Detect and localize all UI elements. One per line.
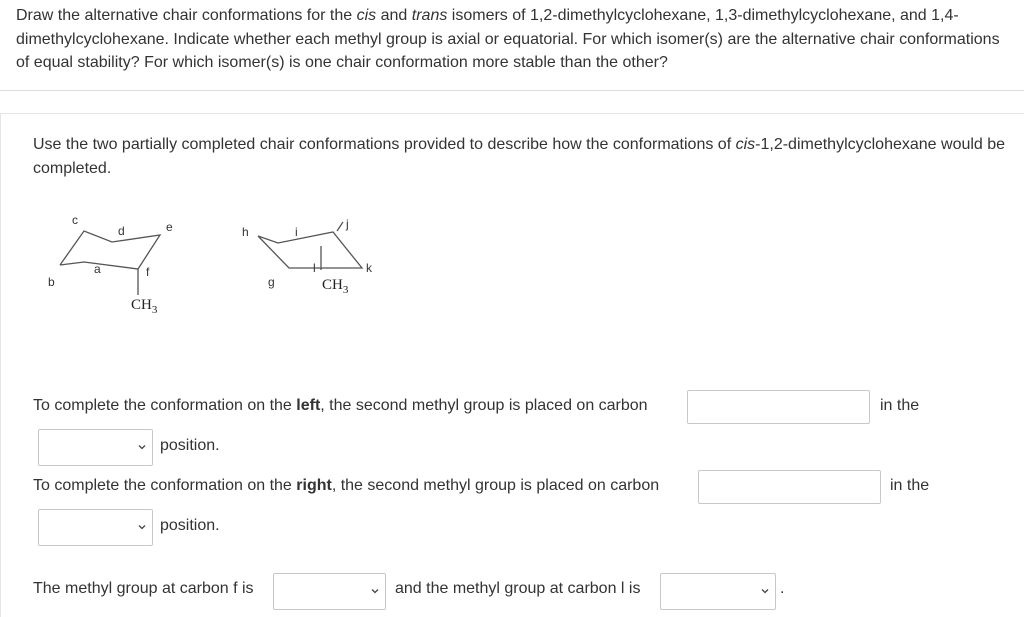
- q2-carbon-input[interactable]: [698, 470, 881, 504]
- right-ch3-label: $CH_3$: [322, 277, 349, 296]
- q1-bold: left: [296, 397, 321, 414]
- q2-suffix: , the second methyl group is placed on carbon: [331, 477, 660, 494]
- right-label-g: g: [268, 275, 275, 289]
- question-cis: cis: [356, 7, 377, 24]
- q1-carbon-input[interactable]: [687, 390, 870, 424]
- q3-prefix: The methyl group at carbon f is: [33, 580, 254, 597]
- q2-position-select[interactable]: [38, 509, 153, 546]
- chevron-down-icon: [371, 587, 379, 595]
- right-label-i: i: [295, 225, 298, 239]
- left-ch3-label: $CH_3$: [131, 297, 158, 316]
- left-label-f: f: [146, 265, 150, 279]
- right-chair-bond-j: [337, 222, 343, 231]
- instruction-cis: cis: [735, 136, 756, 153]
- q1-sentence: [33, 397, 648, 415]
- question-part1: Draw the alternative chair conformations for the: [16, 7, 357, 24]
- instruction-part2: -1,2-dimethylcyclohexane would be completed.: [33, 136, 1006, 177]
- right-label-l: l: [313, 261, 316, 275]
- question-trans: trans: [411, 7, 448, 24]
- right-label-h: h: [242, 225, 249, 239]
- q2-prefix: To complete the conformation on the: [33, 477, 297, 494]
- q3-end-period: .: [780, 580, 785, 597]
- left-label-c: c: [72, 213, 78, 227]
- q2-position-label: position.: [160, 517, 220, 534]
- right-label-k: k: [366, 261, 372, 275]
- q1-in-the: in the: [880, 397, 920, 414]
- chevron-down-icon: [138, 443, 146, 451]
- q2-sentence: [33, 477, 659, 495]
- right-chair-ring: [258, 232, 362, 268]
- q3-carbon-f-select[interactable]: [273, 573, 386, 610]
- q3-middle: and the methyl group at carbon l is: [395, 580, 641, 597]
- left-chair: [48, 213, 173, 316]
- instruction-part1: Use the two partially completed chair conformations provided to describe how the conformations of: [33, 136, 736, 153]
- q1-suffix: , the second methyl group is placed on carbon: [320, 397, 648, 414]
- left-label-d: d: [118, 224, 125, 238]
- q1-prefix: To complete the conformation on the: [33, 397, 297, 414]
- chevron-down-icon: [761, 587, 769, 595]
- question-part2: and: [376, 7, 412, 24]
- q1-position-select[interactable]: [38, 429, 153, 466]
- q3-carbon-l-select[interactable]: [660, 573, 776, 610]
- q2-bold: right: [296, 477, 332, 494]
- left-label-e: e: [166, 220, 173, 234]
- question-part3: isomers of 1,2-dimethylcyclohexane, 1,3-dimethylcyclohexane, and 1,4-dimethylcyclohexane. Indicate whether each methyl group is axial or equatorial. For which isomer(s) are the alternative chair conformations of equal stability? For which isomer(s) is one chair conformation more stable than the other?: [16, 7, 1000, 71]
- chevron-down-icon: [138, 523, 146, 531]
- q2-in-the: in the: [890, 477, 930, 494]
- left-label-a: a: [94, 262, 101, 276]
- right-label-j: j: [346, 217, 349, 231]
- left-chair-ring: [60, 231, 160, 269]
- right-chair: [242, 217, 373, 296]
- q1-position-label: position.: [160, 437, 220, 454]
- left-label-b: b: [48, 275, 55, 289]
